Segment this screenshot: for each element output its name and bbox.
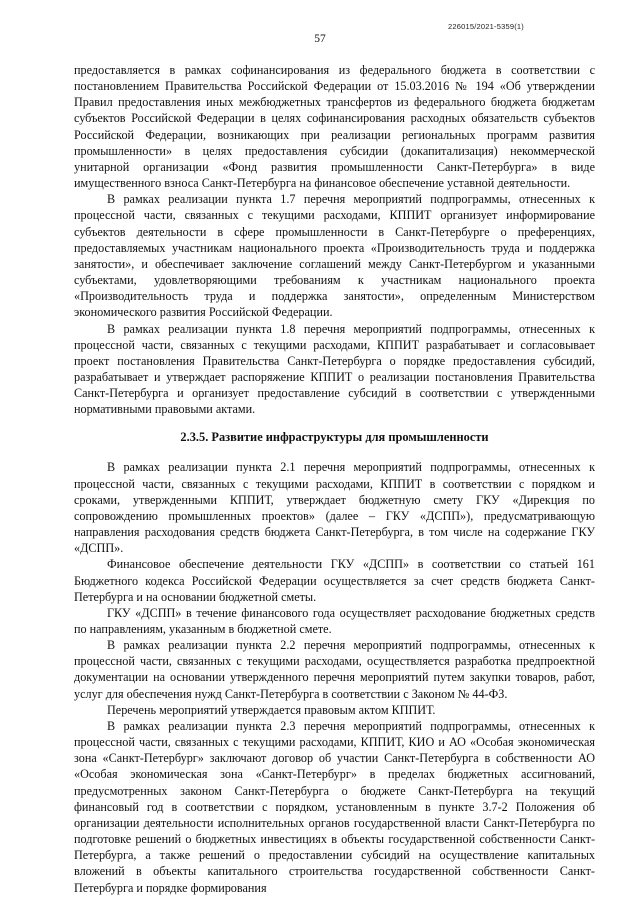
body-paragraph: В рамках реализации пункта 2.3 перечня мероприятий подпрограммы, отнесенных к процессной части, связанных с текущими расходами, КППИТ, КИО и АО «Особая экономическая зона «Санкт-Петербург» заключают договор об участии Санкт-Петербурга в собственности АО «Особая экономическая зона «Санкт-Петербург» в пределах бюджетных ассигнований, предусмотренных законом Санкт-Петербурга о бюджете Санкт-Петербурга на текущий финансовый год в соответствии с порядком, установленным в пункте 3.7-2 Положения об организации деятельности исполнительных органов государственной власти Санкт-Петербурга по подготовке решений о бюджетных инвестициях в объекты государственной собственности Санкт-Петербурга, а также решений о предоставлении субсидий на осуществление капитальных вложений в объекты капитального строительства государственной собственности Санкт-Петербурга и порядке формирования [74, 718, 595, 895]
body-paragraph: Перечень мероприятий утверждается правовым актом КППИТ. [107, 702, 436, 717]
body-paragraph: Финансовое обеспечение деятельности ГКУ «ДСПП» в соответствии со статьей 161 Бюджетного кодекса Российской Федерации осуществляется за счет средств бюджета Санкт-Петербурга и на основании бюджетной сметы. [74, 557, 595, 604]
body-paragraph: В рамках реализации пункта 2.2 перечня мероприятий подпрограммы, отнесенных к процессной части, связанных с текущими расходами, осуществляется разработка предпроектной документации на основании утвержденного перечня мероприятий путем закупки товаров, работ, услуг для обеспечения нужд Санкт-Петербурга в соответствии с Законом № 44-ФЗ. [74, 638, 595, 701]
paragraphs-before-heading [74, 62, 595, 417]
body-paragraph: ГКУ «ДСПП» в течение финансового года осуществляет расходование бюджетных средств по направлениям, указанным в бюджетной смете. [74, 605, 595, 636]
body-paragraph: предоставляется в рамках софинансирования из федерального бюджета в соответствии с постановлением Правительства Российской Федерации от 15.03.2016 № 194 «Об утверждении Правил предоставления иных межбюджетных трансфертов из федерального бюджета бюджетам субъектов Российской Федерации в целях софинансирования расходных обязательств субъектов Российской Федерации, возникающих при реализации региональных программ развития промышленности» в целях предоставления субсидии (докапитализация) некоммерческой унитарной организации «Фонд развития промышленности Санкт-Петербурга» в виде имущественного взноса Санкт-Петербурга на финансовое обеспечение уставной деятельности. [74, 63, 595, 191]
section-heading: 2.3.5. Развитие инфраструктуры для промышленности [180, 430, 489, 445]
document-id: 226015/2021-5359(1) [448, 22, 524, 31]
page-number: 57 [314, 33, 326, 45]
body-paragraph: В рамках реализации пункта 1.7 перечня мероприятий подпрограммы, отнесенных к процессной части, связанных с текущими расходами, КППИТ организует информирование субъектов деятельности в сфере промышленности в Санкт-Петербурге о преференциях, предоставляемых участникам национального проекта «Производительность труда и поддержка занятости», и обеспечивает заключение соглашений между Санкт-Петербургом и указанными субъектами, удовлетворяющими требованиям к участникам национального проекта «Производительность труда и поддержка занятости», определенным Министерством экономического развития Российской Федерации. [74, 192, 595, 320]
body-paragraph: В рамках реализации пункта 2.1 перечня мероприятий подпрограммы, отнесенных к процессной части, связанных с текущими расходами, КППИТ в соответствии с порядком и сроками, утвержденными КППИТ, утверждает бюджетную смету ГКУ «Дирекция по сопровождению промышленных проектов» (далее – ГКУ «ДСПП»), предусматривающую направления расходования средств бюджета Санкт-Петербурга, в том числе на содержание ГКУ «ДСПП». [74, 460, 595, 556]
paragraphs-after-heading [74, 459, 595, 895]
body-paragraph: В рамках реализации пункта 1.8 перечня мероприятий подпрограммы, отнесенных к процессной части, связанных с текущими расходами, КППИТ разрабатывает и согласовывает проект постановления Правительства Санкт-Петербурга о порядке предоставления субсидий, разрабатывает и утверждает распоряжение КППИТ о реализации постановления Правительства Санкт-Петербурга и организует предоставление субсидий в соответствии с утвержденными нормативными правовыми актами. [74, 321, 595, 417]
document-body [74, 62, 595, 896]
